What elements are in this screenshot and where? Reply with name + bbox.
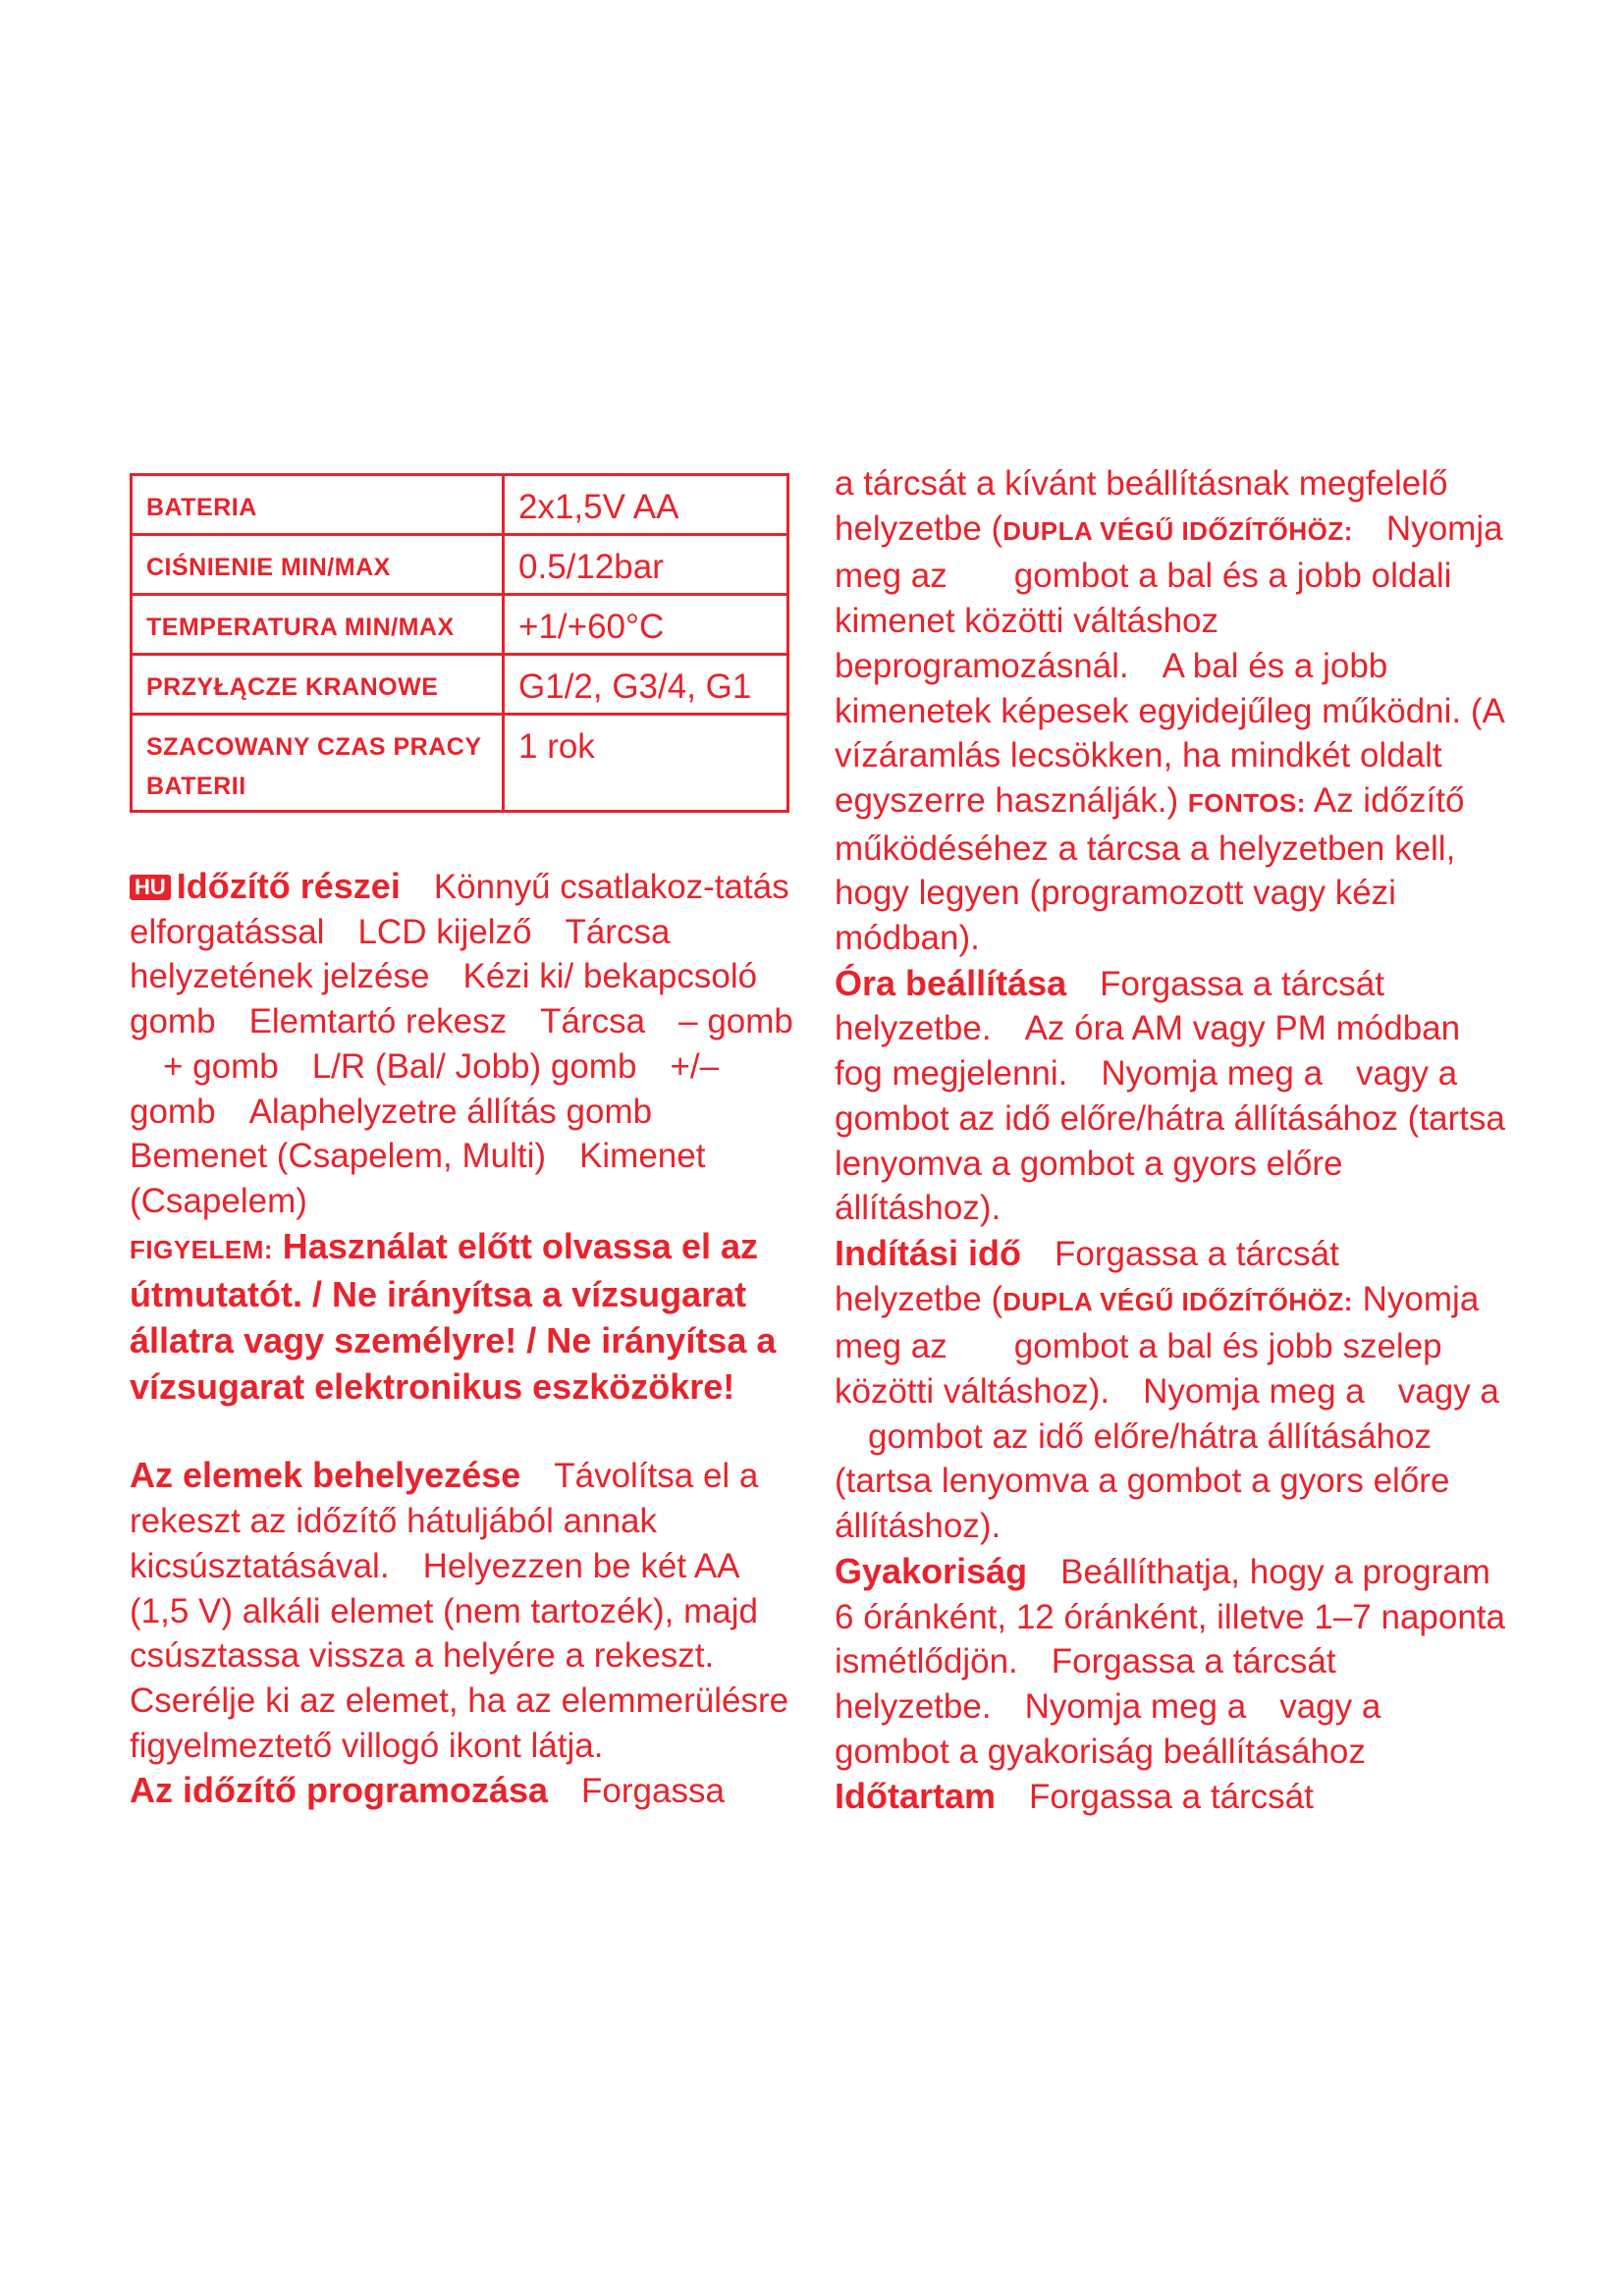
clock-text: gombot az idő előre/hátra állításához (tartsa lenyomva a gombot a gyors előre állításhoz). xyxy=(835,1098,1505,1228)
battery-step: Távolítsa el a rekeszt az időzítő hátuljából annak kicsúsztatásával. xyxy=(130,1457,759,1585)
start-text: gombot a bal és jobb szelep közötti váltáshoz). xyxy=(835,1327,1442,1412)
language-badge: HU xyxy=(130,875,171,900)
program-text: A bal és a jobb kimenetek képesek egyidejűleg működni. (A vízáramlás lecsökken, ha mindkét oldalt egyszerre használják.) xyxy=(835,646,1503,820)
program-text: a tárcsát a kívánt beállításnak megfelelő helyzetbe ( xyxy=(835,464,1448,548)
program-text: Forgassa xyxy=(581,1772,725,1811)
clock-heading: Óra beállítása xyxy=(835,962,1067,1003)
part-item: Elemtartó rekesz xyxy=(248,1002,508,1041)
spec-row xyxy=(132,475,788,535)
parts-paragraph xyxy=(130,864,797,1224)
part-item: Tárcsa helyzetének jelzése xyxy=(130,912,671,996)
program-continued-paragraph xyxy=(835,461,1512,961)
warning-paragraph xyxy=(130,1224,797,1411)
spec-value: 1 rok xyxy=(504,715,788,812)
spec-table xyxy=(130,473,789,813)
frequency-paragraph xyxy=(835,1549,1512,1775)
part-item: +/– gomb xyxy=(130,1046,720,1131)
start-heading: Indítási idő xyxy=(835,1232,1022,1273)
battery-paragraph xyxy=(130,1453,797,1768)
start-text: gombot az idő előre/hátra állításához (tartsa lenyomva a gombot a gyors előre állításhoz). xyxy=(835,1416,1450,1546)
start-text: Nyomja meg a xyxy=(1143,1372,1365,1412)
part-item: – gomb xyxy=(678,1002,793,1041)
left-column xyxy=(130,864,797,1814)
start-text: Forgassa a tárcsát xyxy=(1055,1234,1339,1273)
program-text: gombot a bal és a jobb oldali kimenet közötti váltáshoz beprogramozásnál. xyxy=(835,557,1452,685)
duration-paragraph xyxy=(835,1774,1512,1820)
dual-timer-label: DUPLA VÉGŰ IDŐZÍTŐHÖZ: xyxy=(1002,515,1353,546)
part-item: LCD kijelző xyxy=(357,912,532,951)
duration-heading: Időtartam xyxy=(835,1776,997,1817)
part-item: Alaphelyzetre állítás gomb xyxy=(248,1092,653,1131)
battery-heading: Az elemek behelyezése xyxy=(130,1455,521,1496)
spec-value: +1/+60°C xyxy=(504,595,788,655)
program-heading: Az időzítő programozása xyxy=(130,1770,549,1811)
frequency-text: gombot a gyakoriság beállításához xyxy=(835,1732,1366,1771)
program-text: Nyomja meg az xyxy=(835,508,1503,596)
frequency-text: helyzetbe. xyxy=(835,1686,992,1726)
spec-value: 2x1,5V AA xyxy=(504,475,788,535)
spec-row xyxy=(132,595,788,655)
clock-text: Az óra AM vagy PM módban fog megjelenni. xyxy=(835,1009,1461,1094)
part-item: Kézi ki/ bekapcsoló gomb xyxy=(130,957,758,1041)
spec-value: G1/2, G3/4, G1 xyxy=(504,655,788,715)
clock-paragraph xyxy=(835,961,1512,1231)
spec-label: TEMPERATURA MIN/MAX xyxy=(132,595,504,655)
part-item: + gomb xyxy=(163,1046,279,1086)
right-column xyxy=(835,461,1512,1820)
duration-text: Forgassa a tárcsát xyxy=(1029,1778,1314,1817)
warning-label: FIGYELEM: xyxy=(130,1234,274,1264)
clock-text: helyzetbe. xyxy=(835,1009,992,1048)
battery-step: Helyezzen be két AA (1,5 V) alkáli elemet (nem tartozék), majd csúsztassa vissza a helyére a rekeszt. xyxy=(130,1546,758,1676)
start-text: Nyomja meg az xyxy=(835,1279,1480,1366)
spec-label: CIŚNIENIE MIN/MAX xyxy=(132,535,504,595)
frequency-text: Beállíthatja, hogy a program 6 óránként, 12 óránként, illetve 1–7 naponta ismétlődjön. xyxy=(835,1552,1505,1682)
frequency-heading: Gyakoriság xyxy=(835,1550,1028,1591)
spec-row xyxy=(132,655,788,715)
start-text: helyzetbe ( xyxy=(835,1279,1003,1318)
battery-step: Cserélje ki az elemet, ha az elemmerülésre figyelmeztető villogó ikont látja. xyxy=(130,1681,789,1765)
dual-timer-label: DUPLA VÉGŰ IDŐZÍTŐHÖZ: xyxy=(1002,1286,1353,1316)
part-item: Tárcsa xyxy=(540,1002,646,1041)
important-label: FONTOS: xyxy=(1187,787,1306,818)
spec-label: BATERIA xyxy=(132,475,504,535)
frequency-text: Forgassa a tárcsát xyxy=(1051,1642,1336,1682)
clock-text: Forgassa a tárcsát xyxy=(1100,964,1384,1003)
clock-text: vagy a xyxy=(1356,1054,1458,1094)
spec-row xyxy=(132,535,788,595)
frequency-text: Nyomja meg a xyxy=(1024,1686,1247,1726)
spec-row xyxy=(132,715,788,812)
clock-text: Nyomja meg a xyxy=(1101,1054,1324,1094)
spec-label: PRZYŁĄCZE KRANOWE xyxy=(132,655,504,715)
spec-label: SZACOWANY CZAS PRACY BATERII xyxy=(132,715,504,812)
warning-text: Használat előtt olvassa el az útmutatót. / Ne irányítsa a vízsugarat állatra vagy személyre! / Ne irányítsa a vízsugarat elektronikus eszközökre! xyxy=(130,1225,777,1407)
program-paragraph xyxy=(130,1768,797,1814)
part-item: L/R (Bal/ Jobb) gomb xyxy=(311,1046,637,1086)
important-text: Az időzítő működéséhez a tárcsa a helyzetben kell, hogy legyen (programozott vagy kézi módban). xyxy=(835,780,1465,958)
part-item: Könnyű csatlakoz-tatás elforgatással xyxy=(130,868,789,951)
parts-heading: Időzítő részei xyxy=(176,866,401,906)
part-item: Bemenet (Csapelem, Multi) xyxy=(130,1137,547,1176)
start-text: vagy a xyxy=(1397,1372,1499,1412)
start-paragraph xyxy=(835,1231,1512,1549)
spec-value: 0.5/12bar xyxy=(504,535,788,595)
frequency-text: vagy a xyxy=(1279,1686,1381,1726)
part-item: Kimenet (Csapelem) xyxy=(130,1137,706,1220)
